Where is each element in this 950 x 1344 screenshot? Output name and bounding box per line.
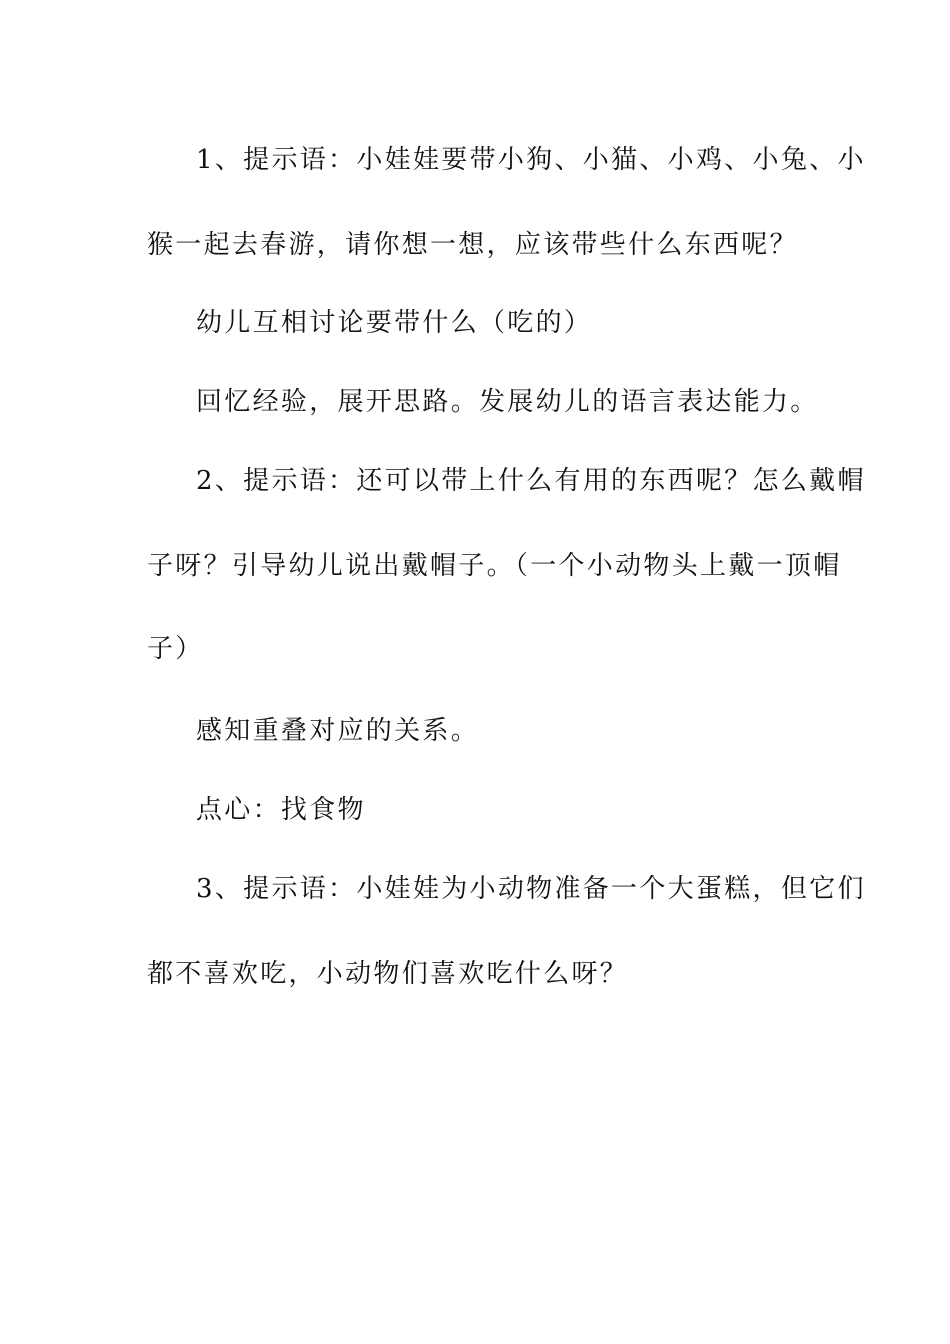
paragraph-line: 2、提示语：还可以带上什么有用的东西呢？怎么戴帽 — [196, 466, 866, 496]
paragraph-line: 感知重叠对应的关系。 — [196, 716, 480, 746]
paragraph-line: 子） — [147, 634, 204, 664]
paragraph-line: 3、提示语：小娃娃为小动物准备一个大蛋糕，但它们 — [196, 874, 866, 904]
paragraph-line: 猴一起去春游，请你想一想，应该带些什么东西呢？ — [147, 230, 798, 260]
paragraph-line: 都不喜欢吃，小动物们喜欢吃什么呀？ — [147, 959, 629, 989]
paragraph-line: 1、提示语：小娃娃要带小狗、小猫、小鸡、小兔、小 — [196, 145, 866, 175]
paragraph-line: 子呀？引导幼儿说出戴帽子。（一个小动物头上戴一顶帽 — [147, 551, 842, 581]
paragraph-line: 幼儿互相讨论要带什么（吃的） — [196, 308, 593, 338]
paragraph-line: 点心：找食物 — [196, 795, 366, 825]
paragraph-line: 回忆经验，展开思路。发展幼儿的语言表达能力。 — [196, 387, 819, 417]
